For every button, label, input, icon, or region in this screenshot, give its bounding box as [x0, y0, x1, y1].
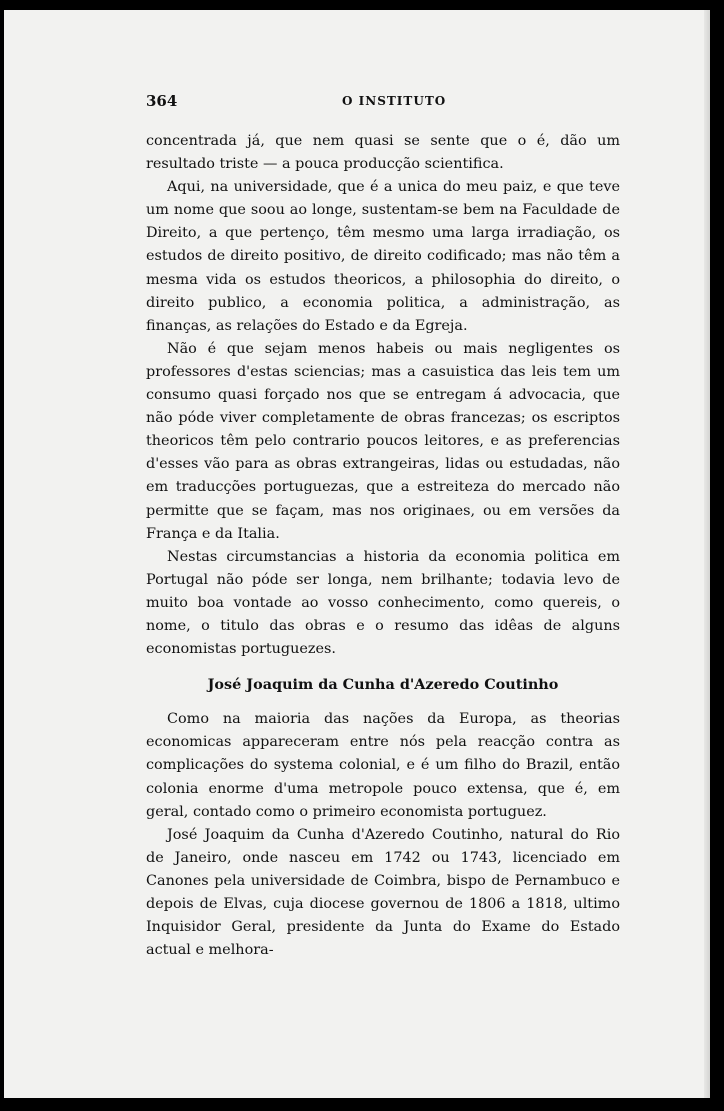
paragraph: Nestas circumstancias a historia da economia politica em Portugal não póde ser longa, nem brilhante; todavia levo de muito boa vontade ao vosso conhecimento, como quereis, o nome, o titulo das obras e o resumo das idêas de alguns economistas portuguezes.	[146, 548, 620, 658]
section-heading: José Joaquim da Cunha d'Azeredo Coutinho	[207, 676, 559, 694]
page-edge	[704, 10, 710, 1098]
paragraph: concentrada já, que nem quasi se sente que o é, dão um resultado triste — a pouca producção scientifica.	[146, 133, 620, 173]
body-text	[146, 130, 620, 962]
book-page	[4, 10, 710, 1098]
page-header	[146, 92, 618, 114]
paragraph: Não é que sejam menos habeis ou mais negligentes os professores d'estas sciencias; mas a casuistica das leis tem um consumo quasi forçado nos que se entregam á advocacia, que não póde viver completamente de obras francezas; os escriptos theoricos têm pelo contrario poucos leitores, e as preferencias d'esses vão para as obras extrangeiras, lidas ou estudadas, não em traducções portuguezas, que a estreiteza do mercado não permitte que se façam, mas nos originaes, ou em versões da França e da Italia.	[146, 340, 620, 542]
paragraph: José Joaquim da Cunha d'Azeredo Coutinho, natural do Rio de Janeiro, onde nasceu em 1742 ou 1743, licenciado em Canones pela universidade de Coimbra, bispo de Pernambuco e depois de Elvas, cuja diocese governou de 1806 a 1818, ultimo Inquisidor Geral, presidente da Junta do Exame do Estado actual e melhora-	[146, 826, 620, 959]
paragraph: Aqui, na universidade, que é a unica do meu paiz, e que teve um nome que soou ao longe, sustentam-se bem na Faculdade de Direito, a que pertenço, têm mesmo uma larga irradiação, os estudos de direito positivo, de direito codificado; mas não têm a mesma vida os estudos theoricos, a philosophia do direito, o direito publico, a economia politica, a administração, as finanças, as relações do Estado e da Egreja.	[146, 179, 620, 334]
paragraph: Como na maioria das nações da Europa, as theorias economicas appareceram entre nós pela reacção contra as complicações do systema colonial, e é um filho do Brazil, então colonia enorme d'uma metropole pouco extensa, que é, em geral, contado como o primeiro economista portuguez.	[146, 711, 620, 820]
page-number: 364	[146, 92, 178, 110]
running-title: O INSTITUTO	[342, 94, 447, 108]
